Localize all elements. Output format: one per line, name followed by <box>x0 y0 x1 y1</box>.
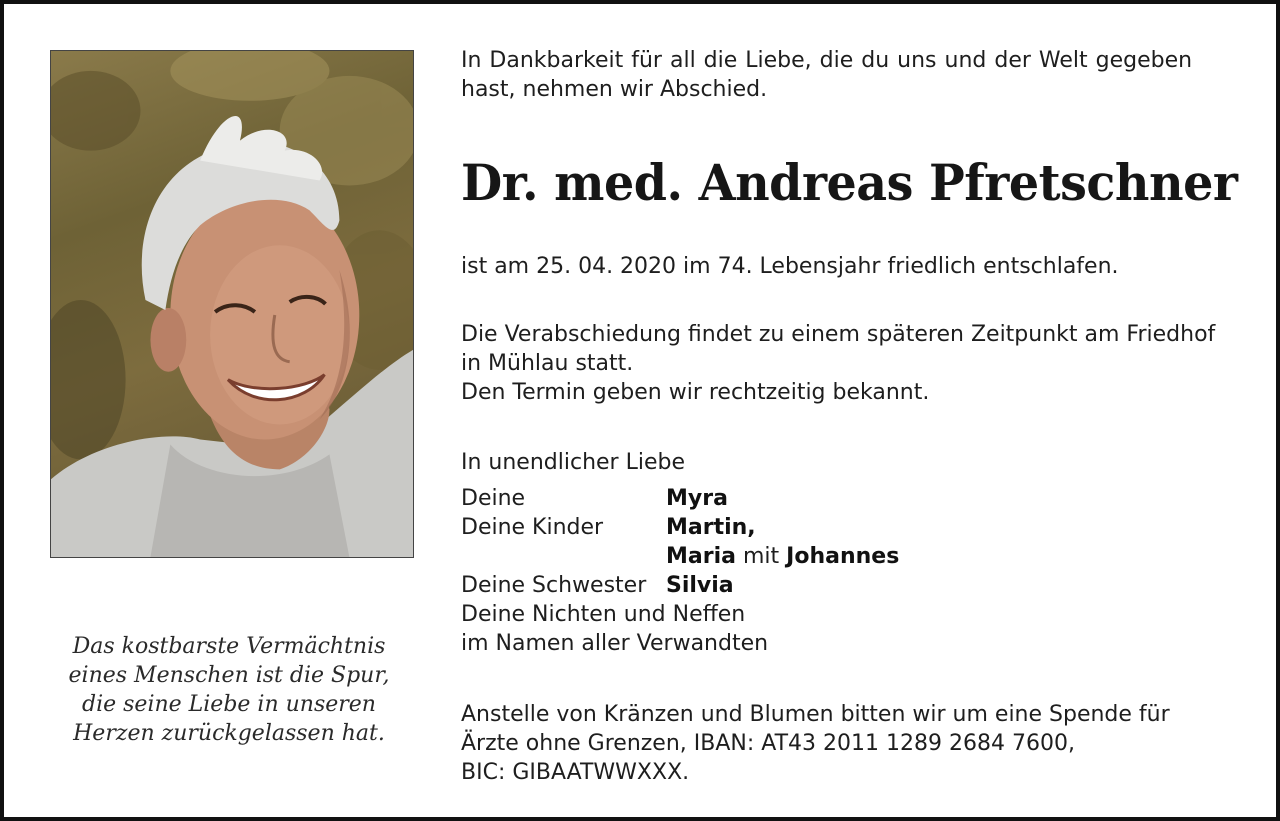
mourner-line: Deine Nichten und Neffen <box>461 602 746 627</box>
death-notice <box>461 252 1237 281</box>
mourner-name: Johannes <box>786 544 900 569</box>
portrait-photo <box>50 50 414 558</box>
relation-label: Deine Kinder <box>461 515 604 540</box>
connector-text: mit <box>735 544 787 569</box>
donation-line: Ärzte ohne Grenzen, IBAN: AT43 2011 1289 2684 7600, <box>461 731 1075 756</box>
relation-label: Deine Schwester <box>461 573 647 598</box>
donation-request <box>461 700 1237 787</box>
donation-line: Anstelle von Kränzen und Blumen bitten wir um eine Spende für <box>461 702 1170 727</box>
relation-label: Deine <box>461 486 526 511</box>
donation-line: BIC: GIBAATWWXXX. <box>461 760 690 785</box>
farewell-line: Den Termin geben wir rechtzeitig bekannt. <box>461 380 930 405</box>
intro-line: In Dankbarkeit für all die Liebe, die du uns und der Welt gegeben <box>461 48 1193 73</box>
mourner-row <box>461 484 1061 513</box>
quote-line: eines Menschen ist die Spur, <box>68 663 390 688</box>
intro-text <box>461 46 1237 104</box>
mourners-list <box>461 484 1061 658</box>
memorial-quote <box>44 632 414 748</box>
closing-text: In unendlicher Liebe <box>461 450 685 475</box>
quote-line: Herzen zurückgelassen hat. <box>73 721 385 746</box>
closing-line <box>461 448 1237 477</box>
deceased-name: Dr. med. Andreas Pfretschner <box>461 153 1238 212</box>
mourner-row <box>461 571 1061 600</box>
mourner-name: Martin, <box>666 515 756 540</box>
quote-line: Das kostbarste Vermächtnis <box>72 634 386 659</box>
farewell-line: Die Verabschiedung findet zu einem späteren Zeitpunkt am Friedhof <box>461 322 1216 347</box>
portrait-illustration <box>51 51 413 557</box>
mourner-line: im Namen aller Verwandten <box>461 631 769 656</box>
intro-line: hast, nehmen wir Abschied. <box>461 77 768 102</box>
farewell-info <box>461 320 1237 407</box>
mourner-row <box>461 542 1061 571</box>
mourner-name: Myra <box>666 486 728 511</box>
mourner-name: Silvia <box>666 573 734 598</box>
farewell-line: in Mühlau statt. <box>461 351 634 376</box>
death-notice-line: ist am 25. 04. 2020 im 74. Lebensjahr friedlich entschlafen. <box>461 254 1119 279</box>
quote-line: die seine Liebe in unseren <box>82 692 376 717</box>
mourner-name: Maria <box>666 544 736 569</box>
mourner-row <box>461 513 1061 542</box>
